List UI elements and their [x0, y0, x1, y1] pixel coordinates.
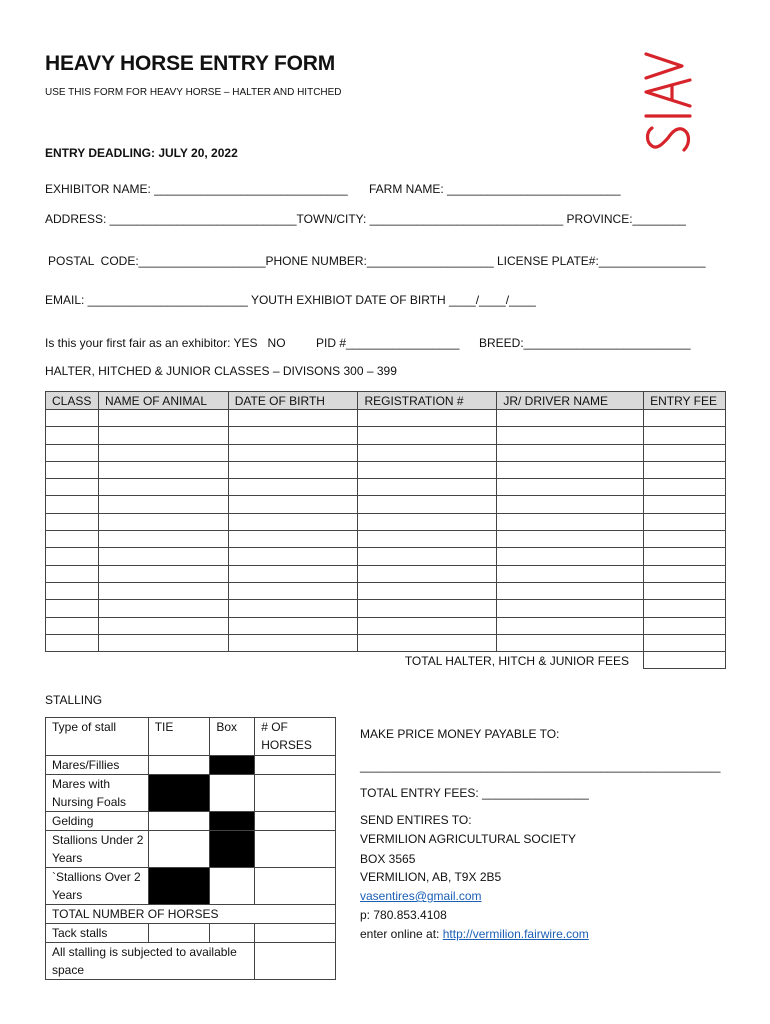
- entry-fee-cell[interactable]: [644, 461, 726, 478]
- stall-box-cell: [210, 756, 255, 775]
- table-row: [46, 565, 726, 582]
- class-cell[interactable]: [46, 617, 99, 634]
- dob-cell[interactable]: [228, 600, 358, 617]
- animal-name-cell[interactable]: [98, 496, 228, 513]
- stall-row: [46, 756, 336, 775]
- stall-col-type: Type of stall: [46, 718, 149, 756]
- stall-note-row: [46, 943, 336, 980]
- stalling-header-row: [46, 718, 336, 756]
- entry-fee-cell[interactable]: [644, 410, 726, 427]
- table-row: [46, 617, 726, 634]
- stall-row: [46, 831, 336, 868]
- email-link[interactable]: vasentires@gmail.com: [360, 889, 482, 903]
- registration-cell[interactable]: [358, 513, 497, 530]
- driver-name-cell[interactable]: [497, 565, 644, 582]
- stall-type-label: Mares/Fillies: [46, 756, 149, 775]
- dob-cell[interactable]: [228, 410, 358, 427]
- stall-num-horses-cell[interactable]: [255, 775, 336, 812]
- registration-cell[interactable]: [358, 479, 497, 496]
- animal-name-cell[interactable]: [98, 444, 228, 461]
- class-cell[interactable]: [46, 496, 99, 513]
- entry-fee-cell[interactable]: [644, 565, 726, 582]
- header-name-of-animal: NAME OF ANIMAL: [98, 392, 228, 410]
- animal-name-cell[interactable]: [98, 582, 228, 599]
- dob-cell[interactable]: [228, 479, 358, 496]
- city-postal: VERMILION, AB, T9X 2B5: [360, 870, 502, 884]
- dob-cell[interactable]: [228, 548, 358, 565]
- online-entry: [360, 927, 589, 941]
- entry-fee-cell[interactable]: [644, 582, 726, 599]
- total-fees-row: [46, 652, 726, 669]
- animal-name-cell[interactable]: [98, 565, 228, 582]
- entry-fee-cell[interactable]: [644, 513, 726, 530]
- stall-num-horses-cell[interactable]: [255, 756, 336, 775]
- stall-tie-cell: [148, 775, 210, 812]
- animal-name-cell[interactable]: [98, 531, 228, 548]
- table-row: [46, 461, 726, 478]
- dob-cell[interactable]: [228, 461, 358, 478]
- class-cell[interactable]: [46, 427, 99, 444]
- stall-col-tie: TIE: [148, 718, 210, 756]
- first-fair-question[interactable]: Is this your first fair as an exhibitor: YES NO: [45, 336, 286, 350]
- total-fees-label: TOTAL HALTER, HITCH & JUNIOR FEES: [404, 653, 630, 668]
- table-row: [46, 600, 726, 617]
- tack-stalls-label: Tack stalls: [46, 924, 149, 943]
- stall-type-label: Stallions Under 2 Years: [46, 831, 149, 868]
- stall-col-box: Box: [210, 718, 255, 756]
- stall-box-cell: [210, 831, 255, 868]
- table-row: [46, 513, 726, 530]
- dob-cell[interactable]: [228, 634, 358, 651]
- driver-name-cell[interactable]: [497, 410, 644, 427]
- online-url-link[interactable]: http://vermilion.fairwire.com: [442, 927, 589, 941]
- animal-name-cell[interactable]: [98, 548, 228, 565]
- stall-row: [46, 775, 336, 812]
- breed-field[interactable]: BREED:_________________________: [479, 336, 691, 350]
- total-fees-box[interactable]: [644, 652, 726, 669]
- entry-fee-cell[interactable]: [644, 600, 726, 617]
- registration-cell[interactable]: [358, 410, 497, 427]
- online-prefix: enter online at:: [360, 927, 443, 941]
- divisions-heading: HALTER, HITCHED & JUNIOR CLASSES – DIVISONS 300 – 399: [45, 364, 397, 378]
- stalling-heading: STALLING: [45, 693, 103, 707]
- registration-cell[interactable]: [358, 427, 497, 444]
- stall-tie-cell[interactable]: [148, 756, 210, 775]
- driver-name-cell[interactable]: [497, 634, 644, 651]
- registration-cell[interactable]: [358, 617, 497, 634]
- class-cell[interactable]: [46, 410, 99, 427]
- driver-name-cell[interactable]: [497, 548, 644, 565]
- entry-fee-cell[interactable]: [644, 444, 726, 461]
- class-cell[interactable]: [46, 582, 99, 599]
- animal-name-cell[interactable]: [98, 410, 228, 427]
- tack-tie-cell[interactable]: [148, 924, 210, 943]
- stall-box-cell: [210, 812, 255, 831]
- stall-num-horses-cell[interactable]: [255, 812, 336, 831]
- entry-fee-cell[interactable]: [644, 617, 726, 634]
- dob-cell[interactable]: [228, 565, 358, 582]
- exhibitor-name-field[interactable]: EXHIBITOR NAME: _____________________________: [45, 182, 348, 196]
- animal-name-cell[interactable]: [98, 617, 228, 634]
- form-subtitle: USE THIS FORM FOR HEAVY HORSE – HALTER AND HITCHED: [45, 87, 342, 98]
- stall-tie-cell[interactable]: [148, 831, 210, 868]
- stall-box-cell[interactable]: [210, 868, 255, 905]
- class-cell[interactable]: [46, 565, 99, 582]
- registration-cell[interactable]: [358, 600, 497, 617]
- farm-name-field[interactable]: FARM NAME: __________________________: [369, 182, 621, 196]
- animal-name-cell[interactable]: [98, 461, 228, 478]
- table-row: [46, 410, 726, 427]
- entry-fee-cell[interactable]: [644, 496, 726, 513]
- driver-name-cell[interactable]: [497, 513, 644, 530]
- header-registration: REGISTRATION #: [358, 392, 497, 410]
- driver-name-cell[interactable]: [497, 531, 644, 548]
- tack-box-cell[interactable]: [210, 924, 255, 943]
- vas-logo: [638, 50, 698, 160]
- animal-name-cell[interactable]: [98, 634, 228, 651]
- class-cell[interactable]: [46, 600, 99, 617]
- header-entry-fee: ENTRY FEE: [644, 392, 726, 410]
- table-row: [46, 444, 726, 461]
- registration-cell[interactable]: [358, 634, 497, 651]
- stalling-table: [45, 717, 336, 980]
- org-name: VERMILION AGRICULTURAL SOCIETY: [360, 832, 577, 846]
- stalling-note: All stalling is subjected to available space: [46, 943, 255, 980]
- driver-name-cell[interactable]: [497, 461, 644, 478]
- entry-fee-cell[interactable]: [644, 479, 726, 496]
- class-cell[interactable]: [46, 444, 99, 461]
- animal-name-cell[interactable]: [98, 513, 228, 530]
- stall-type-label: Gelding: [46, 812, 149, 831]
- payable-to-label: MAKE PRICE MONEY PAYABLE TO:: [360, 727, 560, 741]
- registration-cell[interactable]: [358, 444, 497, 461]
- tack-stalls-row: [46, 924, 336, 943]
- driver-name-cell[interactable]: [497, 617, 644, 634]
- table-row: [46, 531, 726, 548]
- send-entries-label: SEND ENTIRES TO:: [360, 813, 472, 827]
- entry-fee-cell[interactable]: [644, 548, 726, 565]
- driver-name-cell[interactable]: [497, 496, 644, 513]
- stall-tie-cell: [148, 868, 210, 905]
- stall-box-cell[interactable]: [210, 775, 255, 812]
- stall-type-label: `Stallions Over 2 Years: [46, 868, 149, 905]
- postal-phone-license-line[interactable]: POSTAL CODE:___________________PHONE NUMBER:___________________ LICENSE PLATE#:________________: [48, 254, 706, 268]
- registration-cell[interactable]: [358, 496, 497, 513]
- table-row: [46, 496, 726, 513]
- entry-fee-cell[interactable]: [644, 427, 726, 444]
- class-cell[interactable]: [46, 548, 99, 565]
- registration-cell[interactable]: [358, 582, 497, 599]
- total-horses-label: TOTAL NUMBER OF HORSES: [46, 905, 336, 924]
- table-row: [46, 427, 726, 444]
- entry-fee-cell[interactable]: [644, 531, 726, 548]
- dob-cell[interactable]: [228, 513, 358, 530]
- header-class: CLASS: [46, 392, 99, 410]
- driver-name-cell[interactable]: [497, 479, 644, 496]
- entry-deadline: ENTRY DEADLING: JULY 20, 2022: [45, 146, 238, 160]
- registration-cell[interactable]: [358, 461, 497, 478]
- header-jr-driver-name: JR/ DRIVER NAME: [497, 392, 644, 410]
- animal-name-cell[interactable]: [98, 427, 228, 444]
- class-cell[interactable]: [46, 479, 99, 496]
- dob-cell[interactable]: [228, 531, 358, 548]
- payable-to-line[interactable]: ______________________________________________________: [360, 759, 721, 773]
- driver-name-cell[interactable]: [497, 427, 644, 444]
- class-cell[interactable]: [46, 634, 99, 651]
- stall-num-horses-cell[interactable]: [255, 831, 336, 868]
- note-blank-cell: [255, 943, 336, 980]
- driver-name-cell[interactable]: [497, 600, 644, 617]
- stall-num-horses-cell[interactable]: [255, 868, 336, 905]
- stall-row: [46, 868, 336, 905]
- registration-cell[interactable]: [358, 531, 497, 548]
- table-row: [46, 634, 726, 651]
- address-line[interactable]: ADDRESS: ____________________________TOWN/CITY: _____________________________ PROVINCE:________: [45, 212, 686, 226]
- entry-table: [45, 391, 726, 669]
- animal-name-cell[interactable]: [98, 600, 228, 617]
- header-date-of-birth: DATE OF BIRTH: [228, 392, 358, 410]
- entry-table-header: [46, 392, 726, 410]
- stall-col-num-horses: # OF HORSES: [255, 718, 336, 756]
- driver-name-cell[interactable]: [497, 582, 644, 599]
- pid-field[interactable]: PID #_________________: [316, 336, 460, 350]
- registration-cell[interactable]: [358, 565, 497, 582]
- form-title: HEAVY HORSE ENTRY FORM: [45, 52, 336, 75]
- email-dob-line[interactable]: EMAIL: ________________________ YOUTH EXHIBIOT DATE OF BIRTH ____/____/____: [45, 293, 536, 307]
- stall-tie-cell[interactable]: [148, 812, 210, 831]
- animal-name-cell[interactable]: [98, 479, 228, 496]
- dob-cell[interactable]: [228, 617, 358, 634]
- tack-num-cell[interactable]: [255, 924, 336, 943]
- table-row: [46, 548, 726, 565]
- class-cell[interactable]: [46, 531, 99, 548]
- dob-cell[interactable]: [228, 444, 358, 461]
- dob-cell[interactable]: [228, 582, 358, 599]
- table-row: [46, 479, 726, 496]
- dob-cell[interactable]: [228, 427, 358, 444]
- table-row: [46, 582, 726, 599]
- driver-name-cell[interactable]: [497, 444, 644, 461]
- class-cell[interactable]: [46, 461, 99, 478]
- total-entry-fees-field[interactable]: TOTAL ENTRY FEES: ________________: [360, 786, 589, 800]
- entry-fee-cell[interactable]: [644, 634, 726, 651]
- registration-cell[interactable]: [358, 548, 497, 565]
- class-cell[interactable]: [46, 513, 99, 530]
- stall-type-label: Mares with Nursing Foals: [46, 775, 149, 812]
- stall-row: [46, 812, 336, 831]
- stall-total-row: [46, 905, 336, 924]
- po-box: BOX 3565: [360, 852, 416, 866]
- dob-cell[interactable]: [228, 496, 358, 513]
- phone-number: p: 780.853.4108: [360, 908, 447, 922]
